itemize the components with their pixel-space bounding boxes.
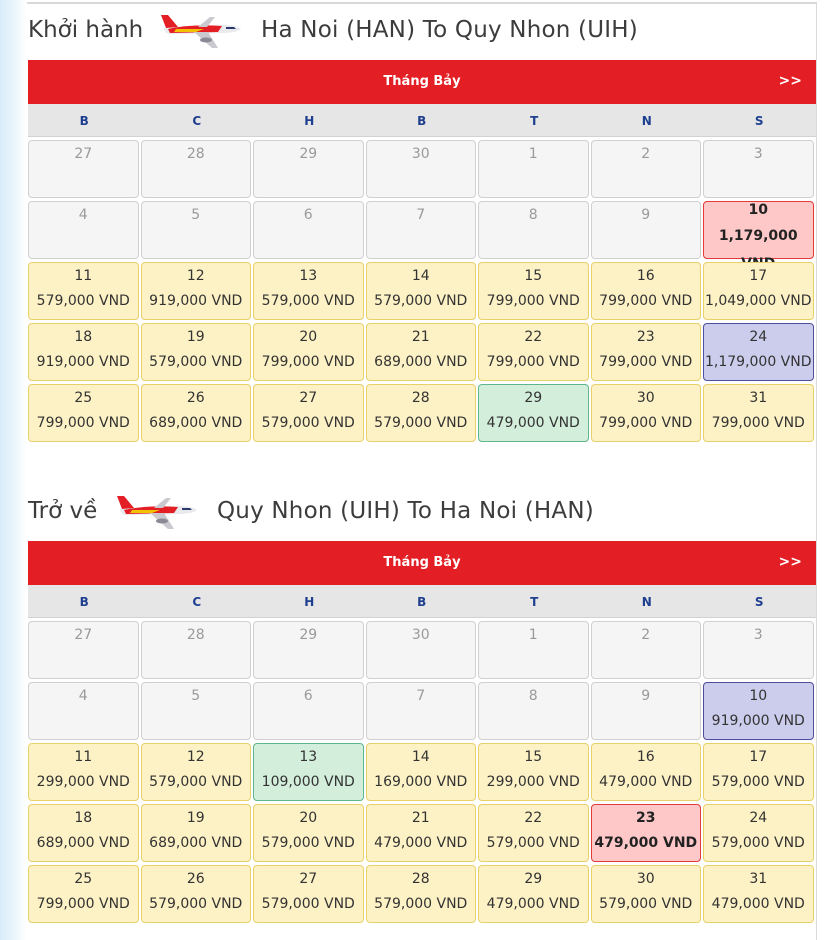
day-number: 28: [411, 871, 430, 887]
day-price: 919,000 VND: [711, 713, 805, 729]
day-cell[interactable]: [591, 804, 702, 862]
day-number: 2: [641, 627, 651, 643]
day-number: 14: [411, 268, 430, 284]
day-number: 22: [524, 329, 543, 345]
day-cell: [703, 621, 814, 679]
weekday-label: S: [754, 114, 764, 128]
depart-next-month-button[interactable]: >>: [778, 73, 802, 89]
day-price: 579,000 VND: [149, 774, 243, 790]
day-number: 27: [74, 627, 93, 643]
weekday-label: B: [79, 595, 89, 609]
day-cell[interactable]: [141, 323, 252, 381]
depart-month-bar: [28, 60, 816, 104]
day-price: 1,179,000: [718, 228, 798, 244]
depart-calendar: [28, 4, 816, 442]
day-price: 579,000 VND: [261, 835, 355, 851]
day-price: 579,000 VND: [261, 293, 355, 309]
day-price: 1,049,000 VND: [704, 293, 812, 309]
return-label: Trở về: [28, 498, 98, 524]
day-price: 919,000 VND: [36, 354, 130, 370]
weekday-label: T: [530, 595, 539, 609]
day-price: 579,000 VND: [149, 354, 243, 370]
depart-weekday-row: [28, 104, 816, 137]
day-cell: [253, 621, 364, 679]
day-cell[interactable]: [591, 865, 702, 923]
weekday-label: H: [304, 114, 315, 128]
day-price: 799,000 VND: [486, 293, 580, 309]
day-number: 5: [191, 688, 201, 704]
day-price: 579,000 VND: [711, 835, 805, 851]
day-cell: [141, 140, 252, 198]
day-cell: [366, 140, 477, 198]
day-cell[interactable]: [366, 865, 477, 923]
depart-header: [28, 4, 816, 60]
day-number: 3: [753, 627, 763, 643]
airplane-icon: [116, 489, 200, 533]
day-number: 31: [749, 871, 768, 887]
day-price: 169,000 VND: [374, 774, 468, 790]
day-price: 579,000 VND: [261, 896, 355, 912]
return-calendar: [28, 485, 816, 923]
weekday-label: B: [417, 595, 427, 609]
airplane-icon: [160, 8, 244, 52]
day-number: 31: [749, 390, 768, 406]
day-cell[interactable]: [253, 262, 364, 320]
day-cell[interactable]: [28, 262, 139, 320]
day-number: 11: [74, 268, 93, 284]
day-number: 4: [78, 688, 88, 704]
day-number: 27: [299, 390, 318, 406]
day-number: 1: [528, 146, 538, 162]
day-cell[interactable]: [478, 865, 589, 923]
day-price: 799,000 VND: [36, 415, 130, 431]
day-number: 2: [641, 146, 651, 162]
day-number: 13: [299, 749, 318, 765]
day-cell: [591, 621, 702, 679]
day-cell: [28, 621, 139, 679]
day-number: 19: [186, 810, 205, 826]
weekday-label: N: [641, 595, 652, 609]
day-price: 579,000 VND: [36, 293, 130, 309]
day-cell: [253, 140, 364, 198]
day-number: 20: [299, 810, 318, 826]
day-cell: [478, 621, 589, 679]
day-price: 479,000 VND: [374, 835, 468, 851]
day-cell[interactable]: [703, 743, 814, 801]
return-month-bar: [28, 541, 816, 585]
day-number: 30: [411, 146, 430, 162]
day-number: 29: [524, 871, 543, 887]
day-number: 18: [74, 810, 93, 826]
return-month-title: Tháng Bảy: [383, 555, 461, 570]
day-number: 29: [299, 146, 318, 162]
day-price: 579,000 VND: [486, 835, 580, 851]
day-number: 1: [528, 627, 538, 643]
day-price: 799,000 VND: [711, 415, 805, 431]
day-number: 23: [636, 329, 655, 345]
day-cell[interactable]: [366, 323, 477, 381]
day-cell: [366, 201, 477, 259]
day-cell[interactable]: [28, 865, 139, 923]
day-price: 799,000 VND: [261, 354, 355, 370]
day-price: 479,000 VND: [594, 835, 698, 851]
day-number: 4: [78, 207, 88, 223]
weekday-label: T: [530, 114, 539, 128]
day-price: 579,000 VND: [599, 896, 693, 912]
day-price: 579,000 VND: [711, 774, 805, 790]
day-cell[interactable]: [253, 804, 364, 862]
day-number: 3: [753, 146, 763, 162]
day-cell: [478, 682, 589, 740]
day-cell[interactable]: [703, 201, 814, 259]
day-price: 579,000 VND: [374, 896, 468, 912]
day-number: 14: [411, 749, 430, 765]
day-cell[interactable]: [141, 262, 252, 320]
weekday-label: H: [304, 595, 315, 609]
day-number: 20: [299, 329, 318, 345]
day-price: 479,000 VND: [599, 774, 693, 790]
day-cell[interactable]: [28, 384, 139, 442]
day-number: 28: [186, 627, 205, 643]
weekday-label: B: [79, 114, 89, 128]
day-price: 689,000 VND: [149, 835, 243, 851]
day-number: 6: [303, 207, 313, 223]
depart-day-grid: [28, 137, 816, 442]
depart-label: Khởi hành: [28, 17, 144, 43]
day-number: 24: [749, 329, 768, 345]
day-number: 7: [416, 688, 426, 704]
day-number: 11: [74, 749, 93, 765]
day-cell[interactable]: [703, 384, 814, 442]
day-cell: [366, 682, 477, 740]
weekday-label: C: [192, 114, 202, 128]
day-cell: [591, 682, 702, 740]
day-price: 689,000 VND: [149, 415, 243, 431]
day-number: 24: [749, 810, 768, 826]
day-number: 19: [186, 329, 205, 345]
day-price: 689,000 VND: [374, 354, 468, 370]
day-price: 799,000 VND: [599, 354, 693, 370]
day-number: 18: [74, 329, 93, 345]
day-cell[interactable]: [366, 262, 477, 320]
day-number: 27: [299, 871, 318, 887]
day-cell: [141, 621, 252, 679]
day-cell: [478, 140, 589, 198]
day-number: 30: [636, 390, 655, 406]
day-cell[interactable]: [141, 865, 252, 923]
day-number: 8: [528, 688, 538, 704]
day-cell[interactable]: [703, 323, 814, 381]
day-number: 6: [303, 688, 313, 704]
day-number: 10: [749, 688, 768, 704]
day-number: 12: [186, 268, 205, 284]
day-number: 10: [748, 202, 768, 218]
day-number: 17: [749, 268, 768, 284]
day-price: 579,000 VND: [374, 293, 468, 309]
day-number: 23: [636, 810, 656, 826]
day-number: 30: [636, 871, 655, 887]
day-cell[interactable]: [141, 384, 252, 442]
day-cell: [28, 201, 139, 259]
day-number: 28: [186, 146, 205, 162]
day-number: 26: [186, 390, 205, 406]
day-cell: [703, 140, 814, 198]
day-number: 9: [641, 207, 651, 223]
day-price: 299,000 VND: [36, 774, 130, 790]
day-cell[interactable]: [478, 804, 589, 862]
return-route: Quy Nhon (UIH) To Ha Noi (HAN): [217, 498, 594, 524]
day-cell[interactable]: [28, 804, 139, 862]
day-number: 16: [636, 749, 655, 765]
weekday-label: S: [754, 595, 764, 609]
day-price: 479,000 VND: [486, 415, 580, 431]
day-cell: [28, 682, 139, 740]
day-number: 26: [186, 871, 205, 887]
day-cell[interactable]: [253, 323, 364, 381]
day-cell[interactable]: [591, 384, 702, 442]
day-cell: [141, 682, 252, 740]
day-number: 29: [299, 627, 318, 643]
day-cell[interactable]: [703, 865, 814, 923]
day-price: 579,000 VND: [374, 415, 468, 431]
return-next-month-button[interactable]: >>: [778, 554, 802, 570]
day-number: 21: [411, 810, 430, 826]
day-cell[interactable]: [28, 743, 139, 801]
return-weekday-row: [28, 585, 816, 618]
day-number: 22: [524, 810, 543, 826]
day-number: 21: [411, 329, 430, 345]
day-price: 579,000 VND: [149, 896, 243, 912]
day-number: 5: [191, 207, 201, 223]
day-cell[interactable]: [703, 262, 814, 320]
day-cell[interactable]: [591, 323, 702, 381]
day-cell: [253, 682, 364, 740]
day-price: 919,000 VND: [149, 293, 243, 309]
day-price: 799,000 VND: [599, 415, 693, 431]
day-cell[interactable]: [253, 384, 364, 442]
day-cell[interactable]: [478, 262, 589, 320]
day-cell[interactable]: [253, 865, 364, 923]
day-cell: [253, 201, 364, 259]
day-cell[interactable]: [141, 804, 252, 862]
day-number: 9: [641, 688, 651, 704]
weekday-label: N: [641, 114, 652, 128]
day-cell: [478, 201, 589, 259]
day-number: 25: [74, 390, 93, 406]
day-cell[interactable]: [478, 384, 589, 442]
day-number: 15: [524, 268, 543, 284]
day-number: 30: [411, 627, 430, 643]
day-price: 799,000 VND: [486, 354, 580, 370]
day-cell[interactable]: [366, 804, 477, 862]
day-cell[interactable]: [703, 804, 814, 862]
day-number: 29: [524, 390, 543, 406]
day-number: 8: [528, 207, 538, 223]
day-cell[interactable]: [253, 743, 364, 801]
day-price: 799,000 VND: [599, 293, 693, 309]
day-price: 689,000 VND: [36, 835, 130, 851]
day-price: 109,000 VND: [261, 774, 355, 790]
day-number: 25: [74, 871, 93, 887]
return-header: [28, 485, 816, 541]
weekday-label: B: [417, 114, 427, 128]
day-cell: [141, 201, 252, 259]
day-price: 479,000 VND: [486, 896, 580, 912]
day-cell[interactable]: [703, 682, 814, 740]
day-price: 799,000 VND: [36, 896, 130, 912]
day-cell[interactable]: [478, 323, 589, 381]
day-number: 7: [416, 207, 426, 223]
day-price: 579,000 VND: [261, 415, 355, 431]
day-cell[interactable]: [366, 384, 477, 442]
weekday-label: C: [192, 595, 202, 609]
day-number: 12: [186, 749, 205, 765]
day-cell[interactable]: [366, 743, 477, 801]
day-cell[interactable]: [591, 743, 702, 801]
day-cell: [591, 201, 702, 259]
return-day-grid: [28, 618, 816, 923]
day-cell[interactable]: [141, 743, 252, 801]
day-number: 17: [749, 749, 768, 765]
day-cell[interactable]: [591, 262, 702, 320]
depart-route: Ha Noi (HAN) To Quy Nhon (UIH): [261, 17, 638, 43]
day-number: 28: [411, 390, 430, 406]
day-price: 299,000 VND: [486, 774, 580, 790]
day-number: 27: [74, 146, 93, 162]
day-cell: [28, 140, 139, 198]
day-number: 15: [524, 749, 543, 765]
depart-month-title: Tháng Bảy: [383, 74, 461, 89]
day-cell: [366, 621, 477, 679]
day-number: 13: [299, 268, 318, 284]
day-price: 1,179,000 VND: [704, 354, 812, 370]
day-cell: [591, 140, 702, 198]
day-cell[interactable]: [28, 323, 139, 381]
day-price: 479,000 VND: [711, 896, 805, 912]
right-divider: [816, 2, 817, 940]
day-cell[interactable]: [478, 743, 589, 801]
day-number: 16: [636, 268, 655, 284]
